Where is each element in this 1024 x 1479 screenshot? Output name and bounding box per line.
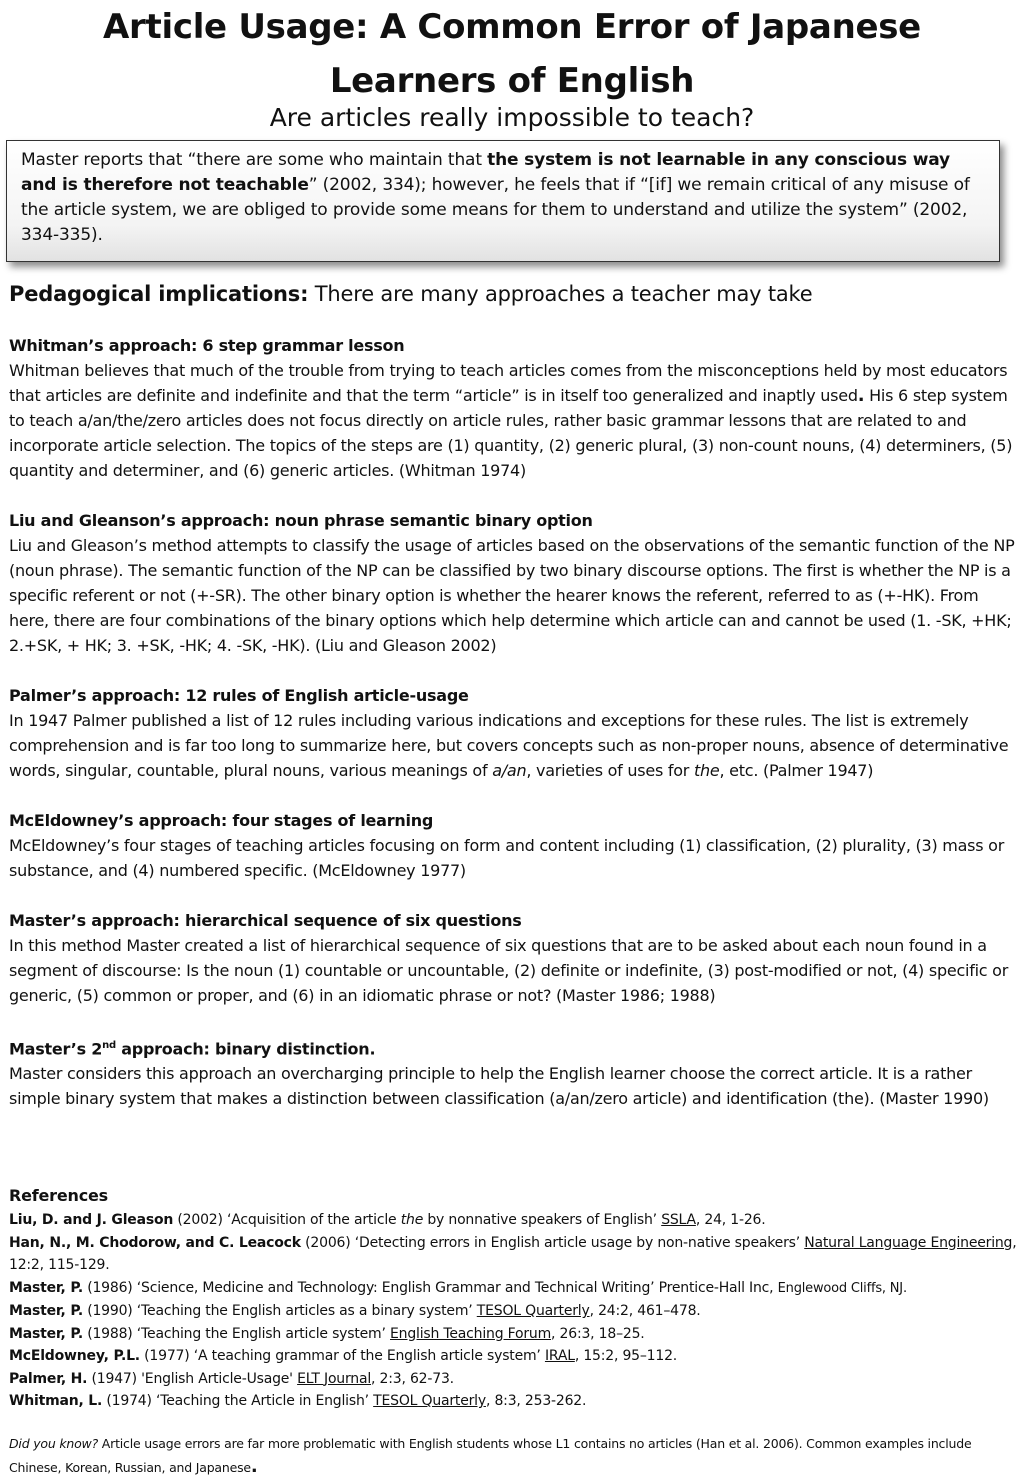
section-text xyxy=(9,708,1019,783)
reference-journal: TESOL Quarterly xyxy=(373,1393,486,1409)
reference-text: , 15:2, 95–112. xyxy=(574,1348,678,1364)
section-text: Master considers this approach an overcharging principle to help the English learner choose the correct article. It is a rather simple binary system that makes a distinction between classification (a/an/zero article) and identification (the). (Master 1990) xyxy=(9,1064,989,1109)
reference-text: (1977) ‘A teaching grammar of the English article system’ xyxy=(139,1348,545,1364)
approaches-body xyxy=(9,333,1019,1136)
master-quote-box xyxy=(6,140,1000,262)
reference-item xyxy=(9,1368,1019,1391)
reference-author: Whitman, L. xyxy=(9,1393,103,1409)
reference-journal: English Teaching Forum xyxy=(390,1325,552,1342)
reference-text: (1974) ‘Teaching the Article in English’ xyxy=(102,1393,374,1409)
section-text xyxy=(9,358,1019,483)
reference-author: Palmer, H. xyxy=(9,1370,88,1387)
reference-item xyxy=(9,1300,1019,1323)
reference-journal: SSLA xyxy=(661,1212,696,1228)
section-master-hierarchical xyxy=(9,908,1019,1008)
reference-text: , 8:3, 253-262. xyxy=(485,1393,587,1409)
reference-item xyxy=(9,1323,1019,1346)
quote-bold-text: the system is not learnable in any conscious way and is therefore not teachable xyxy=(21,150,950,195)
section-heading xyxy=(9,1033,1019,1061)
reference-text: (1986) ‘Science, Medicine and Technology: English Grammar and Technical Writing’ Prentice-Hall Inc, xyxy=(82,1279,778,1296)
section-text-italic: the xyxy=(693,761,720,780)
reference-text: , 2:3, 62-73. xyxy=(371,1370,454,1387)
section-liu-gleason xyxy=(9,508,1019,658)
reference-item xyxy=(9,1232,1019,1277)
did-you-know-end: . xyxy=(250,1456,258,1477)
references-section xyxy=(9,1184,1019,1413)
reference-text-small: Englewood Cliffs, NJ. xyxy=(777,1280,907,1296)
reference-journal: Natural Language Engineering xyxy=(804,1234,1013,1251)
heading-superscript: nd xyxy=(102,1040,116,1051)
reference-text: (1988) ‘Teaching the English article system’ xyxy=(82,1325,390,1342)
reference-italic: the xyxy=(400,1212,424,1228)
reference-text: by nonnative speakers of English’ xyxy=(423,1212,662,1228)
reference-text: , 24, 1-26. xyxy=(695,1212,766,1228)
implications-label: Pedagogical implications: xyxy=(9,282,309,306)
reference-text: (1990) ‘Teaching the English articles as a binary system’ xyxy=(82,1303,477,1319)
references-title: References xyxy=(9,1186,108,1205)
reference-author: Master, P. xyxy=(9,1279,83,1296)
title-line-1: Article Usage: A Common Error of Japanese xyxy=(103,7,921,47)
reference-author: McEldowney, P.L. xyxy=(9,1348,140,1364)
reference-text: (1947) 'English Article-Usage' xyxy=(87,1370,298,1387)
reference-text: , 12:2, 115-129. xyxy=(9,1234,1017,1273)
section-text-part: Whitman believes that much of the trouble from trying to teach articles comes from the misconceptions held by most educators that articles are definite and indefinite and that the term “article” is in itself too generalized and inaptly used xyxy=(9,361,1008,405)
section-heading: McEldowney’s approach: four stages of learning xyxy=(9,811,434,830)
section-heading: Whitman’s approach: 6 step grammar lesson xyxy=(9,336,405,355)
section-text-part: His 6 step system to teach a/an/the/zero articles does not focus directly on article rules, rather basic grammar lessons that are related to and incorporate article selection. The topics of the steps are (1) quantity, (2) generic plural, (3) non-count nouns, (4) determiners, (5) quantity and determiner, and (6) generic articles. (Whitman 1974) xyxy=(9,386,1013,480)
poster-subtitle: Are articles really impossible to teach? xyxy=(269,103,755,132)
reference-item xyxy=(9,1345,1019,1368)
section-whitman xyxy=(9,333,1019,483)
heading-part: approach: binary distinction. xyxy=(115,1039,376,1059)
reference-text: , 24:2, 461–478. xyxy=(589,1303,701,1319)
did-you-know-text: Article usage errors are far more problematic with English students whose L1 contains no articles (Han et al. 2006). Common examples include Chinese, Korean, Russian, and Japanese xyxy=(9,1436,972,1475)
reference-item xyxy=(9,1277,1019,1301)
reference-item xyxy=(9,1209,1019,1232)
section-text: McEldowney’s four stages of teaching articles focusing on form and content including (1) classification, (2) plurality, (3) mass or substance, and (4) numbered specific. (McEldowney 1977) xyxy=(9,836,1005,880)
section-heading: Palmer’s approach: 12 rules of English article-usage xyxy=(9,686,469,705)
reference-item xyxy=(9,1390,1019,1413)
section-text-italic: a/an xyxy=(492,761,527,780)
quote-text-2: ” (2002, 334); however, he feels that if “[if] we remain critical of any misuse of the article system, we are obliged to provide some means for them to understand and utilize the system” (2002, 334-335). xyxy=(21,175,970,245)
section-text-part: , etc. (Palmer 1947) xyxy=(719,761,874,780)
reference-journal: TESOL Quarterly xyxy=(476,1303,590,1319)
reference-author: Han, N., M. Chodorow, and C. Leacock xyxy=(9,1234,301,1251)
implications-text: There are many approaches a teacher may take xyxy=(308,282,813,306)
section-mceldowney xyxy=(9,808,1019,883)
reference-text: (2002) ‘Acquisition of the article xyxy=(173,1212,401,1228)
reference-author: Master, P. xyxy=(9,1325,83,1342)
title-line-2: Learners of English xyxy=(329,61,695,101)
reference-text: (2006) ‘Detecting errors in English article usage by non-native speakers’ xyxy=(300,1234,805,1251)
quote-text-1: Master reports that “there are some who maintain that xyxy=(21,150,488,170)
pedagogical-implications-heading xyxy=(9,279,813,309)
reference-journal: ELT Journal xyxy=(297,1370,372,1387)
reference-author: Master, P. xyxy=(9,1303,83,1319)
section-heading: Liu and Gleanson’s approach: noun phrase semantic binary option xyxy=(9,511,593,530)
reference-journal: IRAL xyxy=(544,1348,575,1364)
section-master-binary xyxy=(9,1033,1019,1111)
did-you-know-label: Did you know? xyxy=(9,1436,99,1451)
poster-title xyxy=(0,0,1024,108)
did-you-know-note xyxy=(9,1432,1009,1479)
section-palmer xyxy=(9,683,1019,783)
section-heading: Master’s approach: hierarchical sequence of six questions xyxy=(9,911,522,930)
section-text: Liu and Gleason’s method attempts to classify the usage of articles based on the observations of the semantic function of the NP (noun phrase). The semantic function of the NP can be classified by two binary discourse options. The first is whether the NP is a specific referent or not (+-SR). The other binary option is whether the hearer knows the referent, referred to as (+-HK). From here, there are four combinations of the binary options which help determine which article can and cannot be used (1. -SK, +HK; 2.+SK, + HK; 3. +SK, -HK; 4. -SK, -HK). (Liu and Gleason 2002) xyxy=(9,536,1015,655)
heading-part: Master’s 2 xyxy=(9,1039,103,1059)
reference-text: , 26:3, 18–25. xyxy=(551,1325,645,1342)
reference-author: Liu, D. and J. Gleason xyxy=(9,1212,174,1228)
section-text-dot: . xyxy=(857,385,865,406)
section-text-part: , varieties of uses for xyxy=(526,761,694,780)
section-text: In this method Master created a list of hierarchical sequence of six questions that are to be asked about each noun found in a segment of discourse: Is the noun (1) countable or uncountable, (2) definite or indefinite, (3) post-modified or not, (4) specific or generic, (5) common or proper, and (6) in an idiomatic phrase or not? (Master 1986; 1988) xyxy=(9,936,1009,1005)
section-text-part: In 1947 Palmer published a list of 12 rules including various indications and exceptions for these rules. The list is extremely comprehension and is far too long to summarize here, but covers concepts such as non-proper nouns, absence of determinative words, singular, countable, plural nouns, various meanings of xyxy=(9,711,1009,780)
